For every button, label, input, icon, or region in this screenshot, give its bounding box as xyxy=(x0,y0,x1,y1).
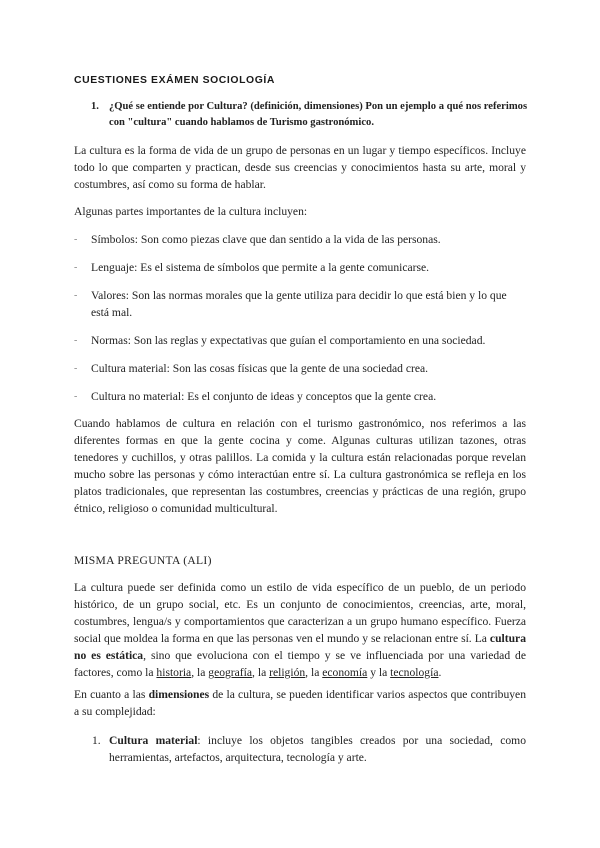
list-item-text: Lenguaje: Es el sistema de símbolos que permite a la gente comunicarse. xyxy=(91,261,430,274)
item-text xyxy=(109,732,526,766)
list-item-text: Cultura material: Son las cosas físicas que la gente de una sociedad crea. xyxy=(91,362,429,375)
list-item xyxy=(74,332,526,349)
list-item-text: Cultura no material: Es el conjunto de ideas y conceptos que la gente crea. xyxy=(91,390,437,403)
list-item-text: Símbolos: Son como piezas clave que dan sentido a la vida de las personas. xyxy=(91,233,441,246)
question-number: 1. xyxy=(91,101,99,112)
separator: , la xyxy=(305,666,323,679)
question-text: ¿Qué se entiende por Cultura? (definición, dimensiones) Pon un ejemplo a qué nos referimos con "cultura" cuando hablamos de Turismo gastronómico. xyxy=(109,101,528,128)
document-title: CUESTIONES EXÁMEN SOCIOLOGÍA xyxy=(74,75,275,86)
bold-phrase: cultura no es estática xyxy=(74,632,526,662)
text-run: En cuanto a las xyxy=(74,688,149,701)
numbered-item xyxy=(92,732,526,766)
paragraph-dimensions-intro xyxy=(74,686,526,720)
separator: , la xyxy=(252,666,270,679)
paragraph-definition-ali xyxy=(74,579,526,681)
list-item xyxy=(74,231,526,248)
bullet-marker: - xyxy=(74,262,78,273)
item-number: 1. xyxy=(92,734,101,747)
separator: y la xyxy=(367,666,391,679)
link-economia[interactable]: economía xyxy=(322,666,368,679)
list-item xyxy=(74,287,526,321)
link-religion[interactable]: religión xyxy=(269,666,306,679)
list-item-text: Valores: Son las normas morales que la gente utiliza para decidir lo que está bien y lo que está mal. xyxy=(91,289,507,319)
list-item xyxy=(74,388,526,405)
bullet-marker: - xyxy=(74,234,78,245)
paragraph-gastronomy: Cuando hablamos de cultura en relación con el turismo gastronómico, nos referimos a las diferentes formas en que la gente cocina y come. Algunas culturas utilizan tazones, otras tenedores y cuchillos, y otras palillos. La comida y la cultura están relacionadas porque revelan mucho sobre las personas y cómo interactúan entre sí. La cultura gastronómica se refleja en los platos tradicionales, que representan las costumbres, creencias y prácticas de una región, grupo étnico, religioso o comunidad multicultural. xyxy=(74,417,526,515)
question-1 xyxy=(93,99,533,131)
bullet-marker: - xyxy=(74,363,78,374)
bold-phrase: dimensiones xyxy=(148,688,210,701)
link-historia[interactable]: historia xyxy=(156,666,192,679)
list-item xyxy=(74,360,526,377)
link-geografia[interactable]: geografía xyxy=(208,666,253,679)
text-run: de la cultura, se pueden identificar varios aspectos que contribuyen a su complejidad: xyxy=(74,688,526,718)
separator: . xyxy=(438,666,442,679)
separator: , la xyxy=(191,666,209,679)
bullet-marker: - xyxy=(74,391,78,402)
text-run: La cultura puede ser definida como un estilo de vida específico de un pueblo, de un periodo histórico, de un grupo social, etc. Es un conjunto de conocimientos, creencias, arte, moral, costumbres, lengua/s y comportamientos que caracterizan a un grupo humano específico. Fuerza social que moldea la forma en que las personas ven el mundo y se relacionan entre sí. La xyxy=(74,581,526,645)
bullet-marker: - xyxy=(74,335,78,346)
link-tecnologia[interactable]: tecnología xyxy=(390,666,439,679)
text-run: : incluye los objetos tangibles creados por una sociedad, como herramientas, artefactos, arquitectura, tecnología y arte. xyxy=(109,734,526,764)
text-run: , sino que evoluciona con el tiempo y se ve influenciada por una variedad de factores, como la xyxy=(74,649,526,679)
bullet-marker: - xyxy=(74,290,78,301)
section-heading: MISMA PREGUNTA (ALI) xyxy=(74,554,212,567)
list-item xyxy=(74,259,526,276)
list-item-text: Normas: Son las reglas y expectativas que guían el comportamiento en una sociedad. xyxy=(91,334,486,347)
paragraph-parts-intro: Algunas partes importantes de la cultura incluyen: xyxy=(74,205,308,218)
paragraph-definition: La cultura es la forma de vida de un grupo de personas en un lugar y tiempo específicos. Incluye todo lo que comparten y practican, desde sus creencias y conocimientos hasta su arte, moral y costumbres, así como su forma de hablar. xyxy=(74,144,526,191)
bold-phrase: Cultura material xyxy=(109,734,198,747)
